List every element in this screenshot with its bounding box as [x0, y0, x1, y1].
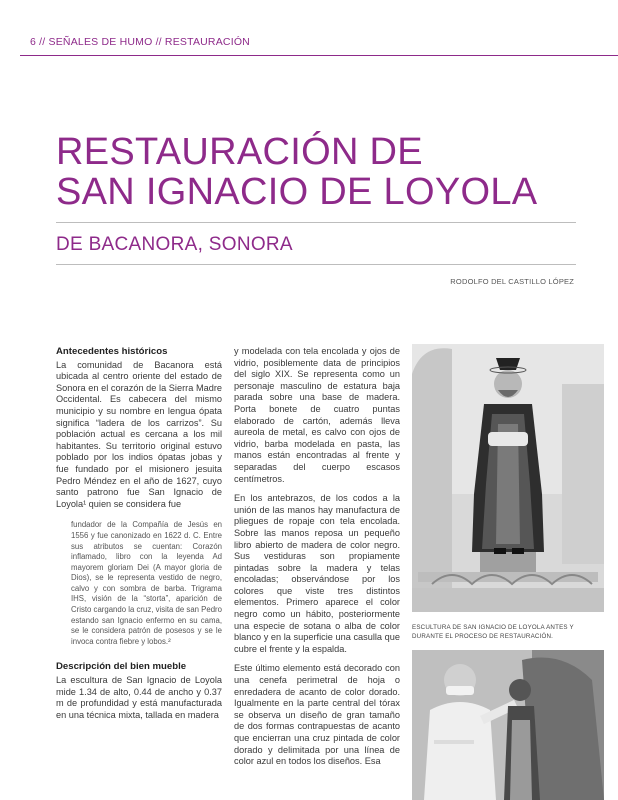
- title-line-2: SAN IGNACIO DE LOYOLA: [56, 171, 538, 213]
- paragraph-descripcion: La escultura de San Ignacio de Loyola mide 1.34 de alto, 0.44 de ancho y 0.37 m de profundidad y está manufacturada en una técnica mixta, tallada en madera: [56, 675, 222, 720]
- section-heading-descripcion: Descripción del bien mueble: [56, 661, 187, 673]
- subtitle-rule: [56, 264, 576, 265]
- paragraph-antecedentes: La comunidad de Bacanora está ubicada al centro oriente del estado de Sonora en el corazón de la Sierra Madre Occidental. Es cabecera del mismo municipio y su nombre en lengua ópata significa “ladera de los carrizos”. Su población actual es cercana a los mil habitantes. Su territorio original estuvo poblado por los indios ópatas jobas y fue fundado por el misionero jesuita Pedro Méndez en el año de 1627, cuyo santo patrono fue San Ignacio de Loyola¹ quien se considera fue: [56, 359, 222, 509]
- photo-caption: ESCULTURA DE SAN IGNACIO DE LOYOLA ANTES Y DURANTE EL PROCESO DE RESTAURACIÓN.: [412, 624, 574, 640]
- author-byline: RODOLFO DEL CASTILLO LÓPEZ: [450, 277, 574, 286]
- article-title: [56, 132, 537, 212]
- column-1: [56, 346, 222, 729]
- title-line-1: RESTAURACIÓN DE: [56, 131, 423, 173]
- header-rule: [20, 55, 618, 56]
- column-2: [234, 346, 400, 776]
- statue-photo: [412, 344, 604, 612]
- running-header: 6 // SEÑALES DE HUMO // RESTAURACIÓN: [30, 36, 250, 48]
- statue-illustration: [412, 344, 604, 612]
- paragraph-antebrazos: En los antebrazos, de los codos a la unión de las manos hay manufactura de pliegues de ropaje con tela encolada. Sobre las manos reposa un pequeño libro abierto de madera de color negro. Sus vestiduras son propiamente pintadas sobre la madera y telas encoladas; observándose por los colores que viste tres distintos elementos. Primero aparece el color negro como un hábito, posteriormente una especie de sotana o alba de color blanco y en la superficie una casulla que cubre el frente y la espalda.: [234, 493, 400, 654]
- article-subtitle: DE BACANORA, SONORA: [56, 234, 293, 255]
- paragraph-ultimo-elemento: Este último elemento está decorado con una cenefa perimetral de hoja o enredadera de acanto de color dorado. Igualmente en la parte central del tórax se observa un diseño de gran tamaño de dos formas contrapuestas de acanto que encierran una cruz pintada de color dorado y delimitada por una línea de color azul en todos los diseños. Esa: [234, 663, 400, 767]
- footnote-block: fundador de la Compañía de Jesús en 1556 y fue canonizado en 1622 d. C. Entre sus atributos se cuentan: Corazón inflamado, libro con la leyenda Ad mayorem gloriam Dei (A mayor gloria de Dios), se le representa vestido de negro, calvo y con sombra de barba. Trigrama IHS, visión de la “storta”, aparición de Cristo cargando la cruz, visita de san Pedro estando san Ignacio enfermo en su cama, se le considera patrón de posesos y se le invoca contra fiebre y lobos.²: [71, 520, 222, 646]
- title-rule: [56, 222, 576, 223]
- restoration-illustration: [412, 650, 604, 800]
- restoration-photo: [412, 650, 604, 800]
- section-heading-antecedentes: Antecedentes históricos: [56, 346, 168, 357]
- paragraph-modelada: y modelada con tela encolada y ojos de vidrio, posiblemente data de principios del siglo XIX. Se representa como un personaje masculino de estatura baja parada sobre una base de madera. Porta bonete de cuatro puntas elaborado de cartón, además lleva aureola de metal, es calvo con ojos de vidrio, barba modelada en pasta, las manos están encontradas al frente y separadas del cuerpo escasos centímetros.: [234, 346, 400, 484]
